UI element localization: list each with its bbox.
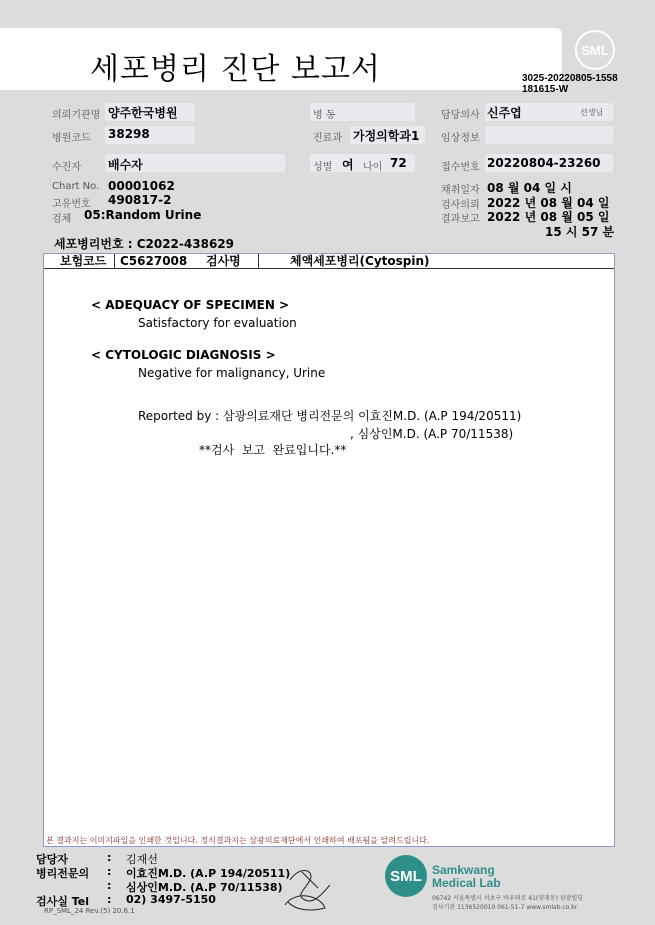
id-label: 고유번호 <box>52 199 91 210</box>
receipt-label: 접수번호 <box>441 162 480 173</box>
print-notice: 본 결과지는 이미지파일을 인쇄한 것입니다. 정식결과지는 삼광의료재단에서 인쇄하여 배포됨을 알려드립니다. <box>46 836 430 845</box>
colon: : <box>107 865 112 878</box>
requested-value: 2022 년 08 월 04 일 <box>487 196 610 210</box>
hospital-label: 의뢰기관명 <box>52 110 101 121</box>
code-divider <box>114 254 115 268</box>
insurance-code-value: C5627008 <box>120 254 188 268</box>
manager-label: 담당자 <box>36 853 68 866</box>
receipt-value: 20220804-23260 <box>487 156 601 170</box>
doctor-value: 신주엽 <box>487 106 522 120</box>
code-divider <box>258 254 259 268</box>
reported-by-line1: Reported by : 삼광의료재단 병리전문의 이효진M.D. (A.P 194/20511) <box>138 409 522 423</box>
colon: : <box>107 851 112 864</box>
colon: : <box>107 893 112 906</box>
id-value: 490817-2 <box>108 193 172 207</box>
report-complete: **검사 보고 완료입니다.** <box>199 443 347 457</box>
clinical-label: 임상정보 <box>441 133 480 144</box>
age-value: 72 <box>390 156 407 170</box>
clinical-pill <box>485 126 613 144</box>
colon: : <box>107 879 112 892</box>
hospital-code-value: 38298 <box>108 127 150 141</box>
lab-name-line2: Medical Lab <box>432 876 501 890</box>
reported-time: 15 시 57 분 <box>545 225 615 239</box>
document-id <box>522 73 618 95</box>
specimen-value: 05:Random Urine <box>84 208 202 222</box>
sex-label: 성별 <box>313 162 333 173</box>
specimen-label: 검체 <box>52 214 72 225</box>
lab-name-line1: Samkwang <box>432 863 495 877</box>
code-row <box>44 254 614 269</box>
reported-by-line2: , 심상인M.D. (A.P 70/11538) <box>350 427 514 441</box>
pathologist-label: 병리전문의 <box>36 867 90 880</box>
hospital-value: 양주한국병원 <box>108 106 178 120</box>
requested-label: 검사의뢰 <box>441 200 480 211</box>
age-label: 나이 <box>363 162 383 173</box>
hospital-code-label: 병원코드 <box>52 133 91 144</box>
reported-value: 2022 년 08 월 05 일 <box>487 210 610 224</box>
collected-value: 08 월 04 일 시 <box>487 181 572 195</box>
page-title: 세포병리 진단 보고서 <box>90 52 381 87</box>
diagnosis-heading: < CYTOLOGIC DIAGNOSIS > <box>91 348 276 362</box>
sml-logo-badge: SML <box>575 30 615 70</box>
diagnosis-result: Negative for malignancy, Urine <box>138 366 326 380</box>
doctor-suffix: 선생님 <box>580 108 604 117</box>
signature-scribble <box>280 860 340 915</box>
adequacy-heading: < ADEQUACY OF SPECIMEN > <box>91 298 290 312</box>
test-name-value: 체액세포병리(Cytospin) <box>290 254 430 268</box>
adequacy-result: Satisfactory for evaluation <box>138 316 297 330</box>
lab-address-line2: 검사기관 1136520010 061-51-7 www.smlab.co.kr <box>432 904 578 911</box>
phone-value: 02) 3497-5150 <box>126 893 216 906</box>
doctor-label: 담당의사 <box>441 110 480 121</box>
phone-label: 검사실 Tel <box>36 895 89 908</box>
sml-logo-icon: SML <box>385 855 427 897</box>
insurance-code-label: 보험코드 <box>60 254 107 268</box>
patient-value: 배수자 <box>108 158 143 172</box>
pathologist-1: 이효진M.D. (A.P 194/20511) <box>126 867 291 880</box>
manager-value: 김재선 <box>126 853 158 866</box>
sex-value: 여 <box>342 158 354 172</box>
patient-label: 수진자 <box>52 162 81 173</box>
lab-name <box>432 864 501 890</box>
chart-label: Chart No. <box>52 181 100 192</box>
reported-label: 결과보고 <box>441 214 480 225</box>
cytology-report-number: 세포병리번호 : C2022-438629 <box>54 237 234 251</box>
ward-label: 병 동 <box>313 110 336 121</box>
document-id-line2: 181615-W <box>522 84 569 95</box>
document-id-line1: 3025-20220805-1558 <box>522 73 618 84</box>
pathologist-2: 심상인M.D. (A.P 70/11538) <box>126 881 283 894</box>
lab-address <box>432 894 612 912</box>
form-code: RP_SML_24 Rev.(5) 20.6.1 <box>44 907 135 915</box>
lab-address-line1: 06742 서울특별시 서초구 바우뫼로 41(양재동) 삼광빌딩 <box>432 895 584 902</box>
chart-value: 00001062 <box>108 179 175 193</box>
dept-value: 가정의학과1 <box>353 129 420 143</box>
dept-label: 진료과 <box>313 133 342 144</box>
collected-label: 채취일자 <box>441 185 480 196</box>
test-name-label: 검사명 <box>206 254 241 268</box>
report-content <box>43 253 615 847</box>
